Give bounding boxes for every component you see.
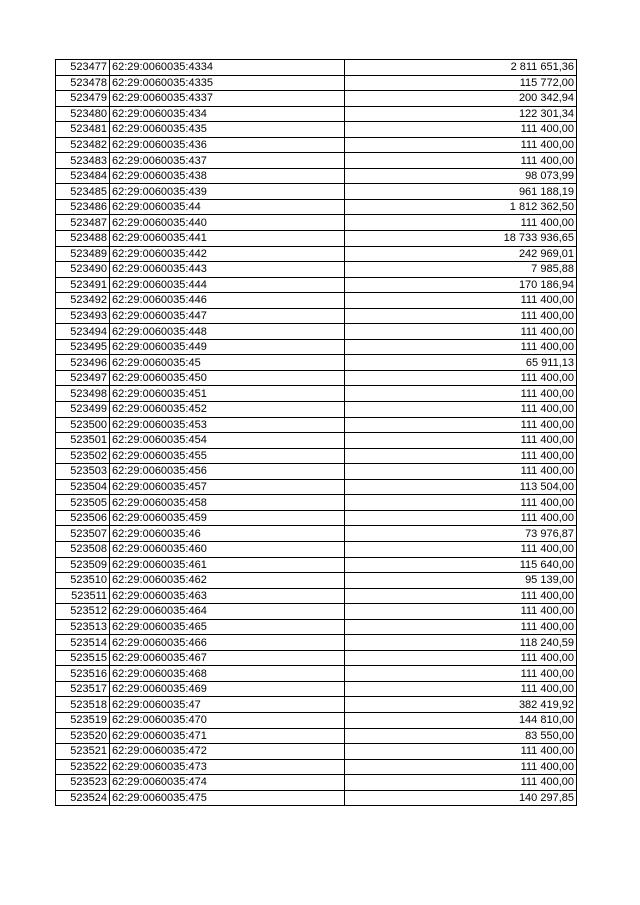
table-row — [56, 339, 577, 355]
value-cell: 111 400,00 — [345, 215, 577, 231]
table-row — [56, 417, 577, 433]
table-row — [56, 573, 577, 589]
value-cell: 83 550,00 — [345, 728, 577, 744]
value-cell: 170 186,94 — [345, 277, 577, 293]
table-row — [56, 386, 577, 402]
value-cell: 122 301,34 — [345, 106, 577, 122]
table-row — [56, 433, 577, 449]
table-row — [56, 184, 577, 200]
cadastral-number-cell: 62:29:0060035:447 — [110, 308, 345, 324]
table-row — [56, 464, 577, 480]
table-row — [56, 759, 577, 775]
cadastral-number-cell: 62:29:0060035:459 — [110, 510, 345, 526]
table-row — [56, 231, 577, 247]
cadastral-number-cell: 62:29:0060035:472 — [110, 744, 345, 760]
cadastral-number-cell: 62:29:0060035:458 — [110, 495, 345, 511]
table-row — [56, 370, 577, 386]
value-cell: 111 400,00 — [345, 370, 577, 386]
value-cell: 111 400,00 — [345, 588, 577, 604]
row-number-cell: 523504 — [56, 479, 110, 495]
cadastral-number-cell: 62:29:0060035:450 — [110, 370, 345, 386]
row-number-cell: 523521 — [56, 744, 110, 760]
row-number-cell: 523478 — [56, 75, 110, 91]
value-cell: 140 297,85 — [345, 790, 577, 806]
value-cell: 111 400,00 — [345, 448, 577, 464]
cadastral-number-cell: 62:29:0060035:470 — [110, 712, 345, 728]
value-cell: 111 400,00 — [345, 541, 577, 557]
cadastral-number-cell: 62:29:0060035:449 — [110, 339, 345, 355]
row-number-cell: 523503 — [56, 464, 110, 480]
cadastral-number-cell: 62:29:0060035:4334 — [110, 60, 345, 76]
table-row — [56, 355, 577, 371]
cadastral-number-cell: 62:29:0060035:467 — [110, 650, 345, 666]
row-number-cell: 523512 — [56, 604, 110, 620]
value-cell: 98 073,99 — [345, 168, 577, 184]
row-number-cell: 523495 — [56, 339, 110, 355]
row-number-cell: 523524 — [56, 790, 110, 806]
row-number-cell: 523480 — [56, 106, 110, 122]
cadastral-number-cell: 62:29:0060035:442 — [110, 246, 345, 262]
row-number-cell: 523509 — [56, 557, 110, 573]
cadastral-number-cell: 62:29:0060035:446 — [110, 293, 345, 309]
value-cell: 111 400,00 — [345, 759, 577, 775]
table-row — [56, 775, 577, 791]
table-row — [56, 526, 577, 542]
value-cell: 115 772,00 — [345, 75, 577, 91]
cadastral-number-cell: 62:29:0060035:451 — [110, 386, 345, 402]
value-cell: 111 400,00 — [345, 339, 577, 355]
value-cell: 111 400,00 — [345, 137, 577, 153]
row-number-cell: 523484 — [56, 168, 110, 184]
cadastral-number-cell: 62:29:0060035:464 — [110, 604, 345, 620]
value-cell: 111 400,00 — [345, 666, 577, 682]
row-number-cell: 523483 — [56, 153, 110, 169]
table-row — [56, 137, 577, 153]
row-number-cell: 523510 — [56, 573, 110, 589]
row-number-cell: 523517 — [56, 681, 110, 697]
value-cell: 111 400,00 — [345, 417, 577, 433]
row-number-cell: 523499 — [56, 402, 110, 418]
value-cell: 111 400,00 — [345, 681, 577, 697]
cadastral-number-cell: 62:29:0060035:454 — [110, 433, 345, 449]
row-number-cell: 523502 — [56, 448, 110, 464]
table-row — [56, 122, 577, 138]
value-cell: 200 342,94 — [345, 91, 577, 107]
row-number-cell: 523481 — [56, 122, 110, 138]
value-cell: 111 400,00 — [345, 464, 577, 480]
table-row — [56, 402, 577, 418]
cadastral-number-cell: 62:29:0060035:452 — [110, 402, 345, 418]
table-row — [56, 697, 577, 713]
cadastral-number-cell: 62:29:0060035:474 — [110, 775, 345, 791]
cadastral-number-cell: 62:29:0060035:469 — [110, 681, 345, 697]
table-body — [56, 60, 577, 806]
cadastral-number-cell: 62:29:0060035:441 — [110, 231, 345, 247]
cadastral-number-cell: 62:29:0060035:471 — [110, 728, 345, 744]
row-number-cell: 523496 — [56, 355, 110, 371]
table-row — [56, 728, 577, 744]
table-row — [56, 75, 577, 91]
cadastral-number-cell: 62:29:0060035:456 — [110, 464, 345, 480]
table-row — [56, 557, 577, 573]
value-cell: 382 419,92 — [345, 697, 577, 713]
row-number-cell: 523507 — [56, 526, 110, 542]
value-cell: 111 400,00 — [345, 744, 577, 760]
table-row — [56, 619, 577, 635]
cadastral-number-cell: 62:29:0060035:439 — [110, 184, 345, 200]
table-row — [56, 712, 577, 728]
table-row — [56, 744, 577, 760]
value-cell: 95 139,00 — [345, 573, 577, 589]
value-cell: 111 400,00 — [345, 495, 577, 511]
row-number-cell: 523486 — [56, 199, 110, 215]
value-cell: 118 240,59 — [345, 635, 577, 651]
cadastral-number-cell: 62:29:0060035:434 — [110, 106, 345, 122]
value-cell: 111 400,00 — [345, 604, 577, 620]
table-row — [56, 604, 577, 620]
table-row — [56, 588, 577, 604]
table-row — [56, 448, 577, 464]
row-number-cell: 523488 — [56, 231, 110, 247]
row-number-cell: 523479 — [56, 91, 110, 107]
row-number-cell: 523522 — [56, 759, 110, 775]
value-cell: 1 812 362,50 — [345, 199, 577, 215]
cadastral-number-cell: 62:29:0060035:443 — [110, 262, 345, 278]
value-cell: 111 400,00 — [345, 308, 577, 324]
value-cell: 144 810,00 — [345, 712, 577, 728]
table-row — [56, 215, 577, 231]
row-number-cell: 523485 — [56, 184, 110, 200]
row-number-cell: 523500 — [56, 417, 110, 433]
value-cell: 111 400,00 — [345, 402, 577, 418]
value-cell: 111 400,00 — [345, 650, 577, 666]
table-row — [56, 650, 577, 666]
cadastral-number-cell: 62:29:0060035:461 — [110, 557, 345, 573]
cadastral-number-cell: 62:29:0060035:465 — [110, 619, 345, 635]
table-row — [56, 635, 577, 651]
cadastral-number-cell: 62:29:0060035:4337 — [110, 91, 345, 107]
cadastral-number-cell: 62:29:0060035:436 — [110, 137, 345, 153]
row-number-cell: 523501 — [56, 433, 110, 449]
cadastral-number-cell: 62:29:0060035:435 — [110, 122, 345, 138]
cadastral-number-cell: 62:29:0060035:46 — [110, 526, 345, 542]
cadastral-number-cell: 62:29:0060035:45 — [110, 355, 345, 371]
table-row — [56, 510, 577, 526]
value-cell: 65 911,13 — [345, 355, 577, 371]
cadastral-number-cell: 62:29:0060035:455 — [110, 448, 345, 464]
row-number-cell: 523489 — [56, 246, 110, 262]
table-row — [56, 541, 577, 557]
table-row — [56, 666, 577, 682]
row-number-cell: 523497 — [56, 370, 110, 386]
cadastral-number-cell: 62:29:0060035:438 — [110, 168, 345, 184]
cadastral-number-cell: 62:29:0060035:457 — [110, 479, 345, 495]
table-row — [56, 199, 577, 215]
table-row — [56, 324, 577, 340]
cadastral-number-cell: 62:29:0060035:4335 — [110, 75, 345, 91]
row-number-cell: 523498 — [56, 386, 110, 402]
table-row — [56, 277, 577, 293]
cadastral-number-cell: 62:29:0060035:440 — [110, 215, 345, 231]
cadastral-number-cell: 62:29:0060035:463 — [110, 588, 345, 604]
value-cell: 111 400,00 — [345, 619, 577, 635]
cadastral-number-cell: 62:29:0060035:44 — [110, 199, 345, 215]
row-number-cell: 523518 — [56, 697, 110, 713]
row-number-cell: 523492 — [56, 293, 110, 309]
row-number-cell: 523520 — [56, 728, 110, 744]
table-row — [56, 168, 577, 184]
value-cell: 111 400,00 — [345, 293, 577, 309]
row-number-cell: 523514 — [56, 635, 110, 651]
row-number-cell: 523487 — [56, 215, 110, 231]
value-cell: 111 400,00 — [345, 386, 577, 402]
row-number-cell: 523490 — [56, 262, 110, 278]
row-number-cell: 523493 — [56, 308, 110, 324]
table-row — [56, 106, 577, 122]
table-row — [56, 262, 577, 278]
value-cell: 18 733 936,65 — [345, 231, 577, 247]
table-row — [56, 246, 577, 262]
row-number-cell: 523494 — [56, 324, 110, 340]
value-cell: 111 400,00 — [345, 153, 577, 169]
table-row — [56, 60, 577, 76]
cadastral-number-cell: 62:29:0060035:475 — [110, 790, 345, 806]
row-number-cell: 523513 — [56, 619, 110, 635]
row-number-cell: 523506 — [56, 510, 110, 526]
row-number-cell: 523505 — [56, 495, 110, 511]
table-row — [56, 479, 577, 495]
value-cell: 2 811 651,36 — [345, 60, 577, 76]
value-cell: 111 400,00 — [345, 324, 577, 340]
row-number-cell: 523519 — [56, 712, 110, 728]
cadastral-number-cell: 62:29:0060035:47 — [110, 697, 345, 713]
cadastral-number-cell: 62:29:0060035:468 — [110, 666, 345, 682]
cadastral-number-cell: 62:29:0060035:466 — [110, 635, 345, 651]
cadastral-number-cell: 62:29:0060035:462 — [110, 573, 345, 589]
cadastral-number-cell: 62:29:0060035:453 — [110, 417, 345, 433]
table-row — [56, 153, 577, 169]
row-number-cell: 523491 — [56, 277, 110, 293]
table-row — [56, 495, 577, 511]
value-cell: 115 640,00 — [345, 557, 577, 573]
value-cell: 111 400,00 — [345, 122, 577, 138]
table-row — [56, 308, 577, 324]
value-cell: 7 985,88 — [345, 262, 577, 278]
table-row — [56, 790, 577, 806]
row-number-cell: 523508 — [56, 541, 110, 557]
row-number-cell: 523482 — [56, 137, 110, 153]
value-cell: 961 188,19 — [345, 184, 577, 200]
value-cell: 113 504,00 — [345, 479, 577, 495]
row-number-cell: 523477 — [56, 60, 110, 76]
cadastral-number-cell: 62:29:0060035:437 — [110, 153, 345, 169]
table-row — [56, 681, 577, 697]
value-cell: 111 400,00 — [345, 510, 577, 526]
value-cell: 111 400,00 — [345, 775, 577, 791]
table-row — [56, 293, 577, 309]
row-number-cell: 523516 — [56, 666, 110, 682]
row-number-cell: 523523 — [56, 775, 110, 791]
cadastral-value-table — [55, 59, 577, 806]
cadastral-number-cell: 62:29:0060035:460 — [110, 541, 345, 557]
row-number-cell: 523511 — [56, 588, 110, 604]
table-row — [56, 91, 577, 107]
row-number-cell: 523515 — [56, 650, 110, 666]
value-cell: 111 400,00 — [345, 433, 577, 449]
cadastral-number-cell: 62:29:0060035:448 — [110, 324, 345, 340]
cadastral-number-cell: 62:29:0060035:473 — [110, 759, 345, 775]
value-cell: 242 969,01 — [345, 246, 577, 262]
value-cell: 73 976,87 — [345, 526, 577, 542]
cadastral-number-cell: 62:29:0060035:444 — [110, 277, 345, 293]
